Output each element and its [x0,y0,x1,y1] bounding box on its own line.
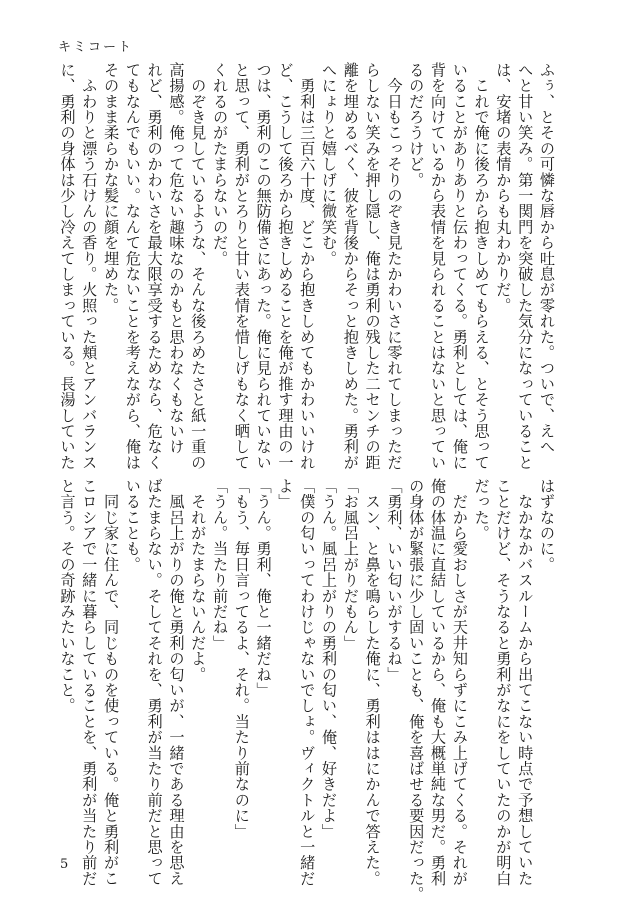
text-line: ふわりと漂う石けんの香り。火照った頬とアンバランス [80,62,99,471]
text-line: だから愛おしさが天井知らずにこみ上げてくる。それが [450,478,469,887]
text-line: くれるのがたまらないのだ。 [211,62,230,267]
text-line: ど、こうして後ろから抱きしめることを俺が推す理由の一 [276,62,295,471]
text-line: てもなんでもいい。なんて危ないことを考えながら、俺は [123,62,142,471]
text-line: 「うん。風呂上がりの勇利の匂い、俺、好きだよ」 [320,478,339,840]
text-line: の身体が緊張に少し固いことも、俺を喜ばせる要因だった。 [407,478,426,902]
text-line: なかなかバスルームから出てこない時点で予想していた [516,478,535,887]
text-line: 風呂上がりの俺と勇利の匂いが、一緒である理由を思え [167,478,186,887]
text-line: 「うん。当たり前だね」 [211,478,230,651]
text-line: スン、と鼻を鳴らした俺に、勇利ははにかんで答えた。 [363,478,382,887]
text-line: のぞき見しているような、そんな後ろめたさと紙一重の [189,62,208,471]
text-line: ことだけど、そうなると勇利がなにをしていたのかが明白 [494,478,513,887]
text-line: 「僕の匂いってわけじゃないでしょ。ヴィクトルと一緒だ [298,478,317,887]
text-line: るのだろうけど。 [407,62,426,188]
text-line: つは、勇利のこの無防備さにあった。俺に見られていない [254,62,273,471]
text-line: はずなのに。 [538,478,556,573]
text-line: いることがありありと伝わってくる。勇利としては、俺に [450,62,469,471]
text-line: 離を埋めるべく、彼を背後からそっと抱きしめた。勇利が [341,62,360,471]
text-line: 今日もこっそりのぞき見たかわいさに零れてしまっただ [385,62,404,471]
text-line: それがたまらないんだよ。 [189,478,208,683]
text-line: へと甘い笑み。第一関門を突破した気分になっていること [516,62,535,471]
text-line: だった。 [472,478,491,541]
text-line: は、安堵の表情からも丸わかりだ。 [494,62,513,314]
text-line: ばたまらない。そしてそれを、勇利が当たり前だと思って [145,478,164,887]
text-line: 同じ家に住んで、同じものを使っている。俺と勇利がこ [102,478,121,887]
text-line: 「お風呂上がりだもん」 [341,478,360,651]
text-line: れど、勇利のかわいさを最大限享受するためなら、危なく [145,62,164,471]
text-line: と思って、勇利がとろりと甘い表情を惜しげもなく晒して [232,62,251,471]
text-line: 「もう、毎日言ってるよ、それ。当たり前なのに」 [232,478,251,840]
text-line: 背を向けているから表情を見られることはないと思ってい [429,62,448,471]
text-line: と言う。その奇跡みたいなこと。 [58,478,77,714]
text-line: ふぅ、とその可憐な唇から吐息が零れた。ついで、えへ [538,62,556,455]
text-line: これで俺に後ろから抱きしめてもらえる、とそう思って [472,62,491,471]
text-line: らしない笑みを押し隠し、俺は勇利の残した二センチの距 [363,62,382,471]
text-line: よ」 [276,478,295,510]
text-line: に、勇利の身体は少し冷えてしまっている。長湯していた [58,62,77,471]
text-line: 「うん。勇利、俺と一緒だね」 [254,478,273,698]
text-line: へにょりと嬉しげに微笑む。 [320,62,339,267]
text-line: 勇利は三百六十度、どこから抱きしめてもかわいいけれ [298,62,317,471]
text-line: 「勇利、いい匂いがするね」 [385,478,404,683]
text-line: そのまま柔らかな髪に顔を埋めた。 [102,62,121,314]
upper-text-block [56,62,557,471]
text-line: 俺の体温に直結しているから、俺も大概単純な男だ。勇利 [429,478,448,887]
page-number: 5 [60,857,69,872]
text-line: 高揚感。俺って危ない趣味なのかもと思わなくもないけ [167,62,186,455]
text-line: いることも。 [123,478,142,573]
text-line: こロシアで一緒に暮らしていることを、勇利が当たり前だ [80,478,99,887]
book-title-header: キミコート [58,40,134,55]
lower-text-block [56,478,557,902]
